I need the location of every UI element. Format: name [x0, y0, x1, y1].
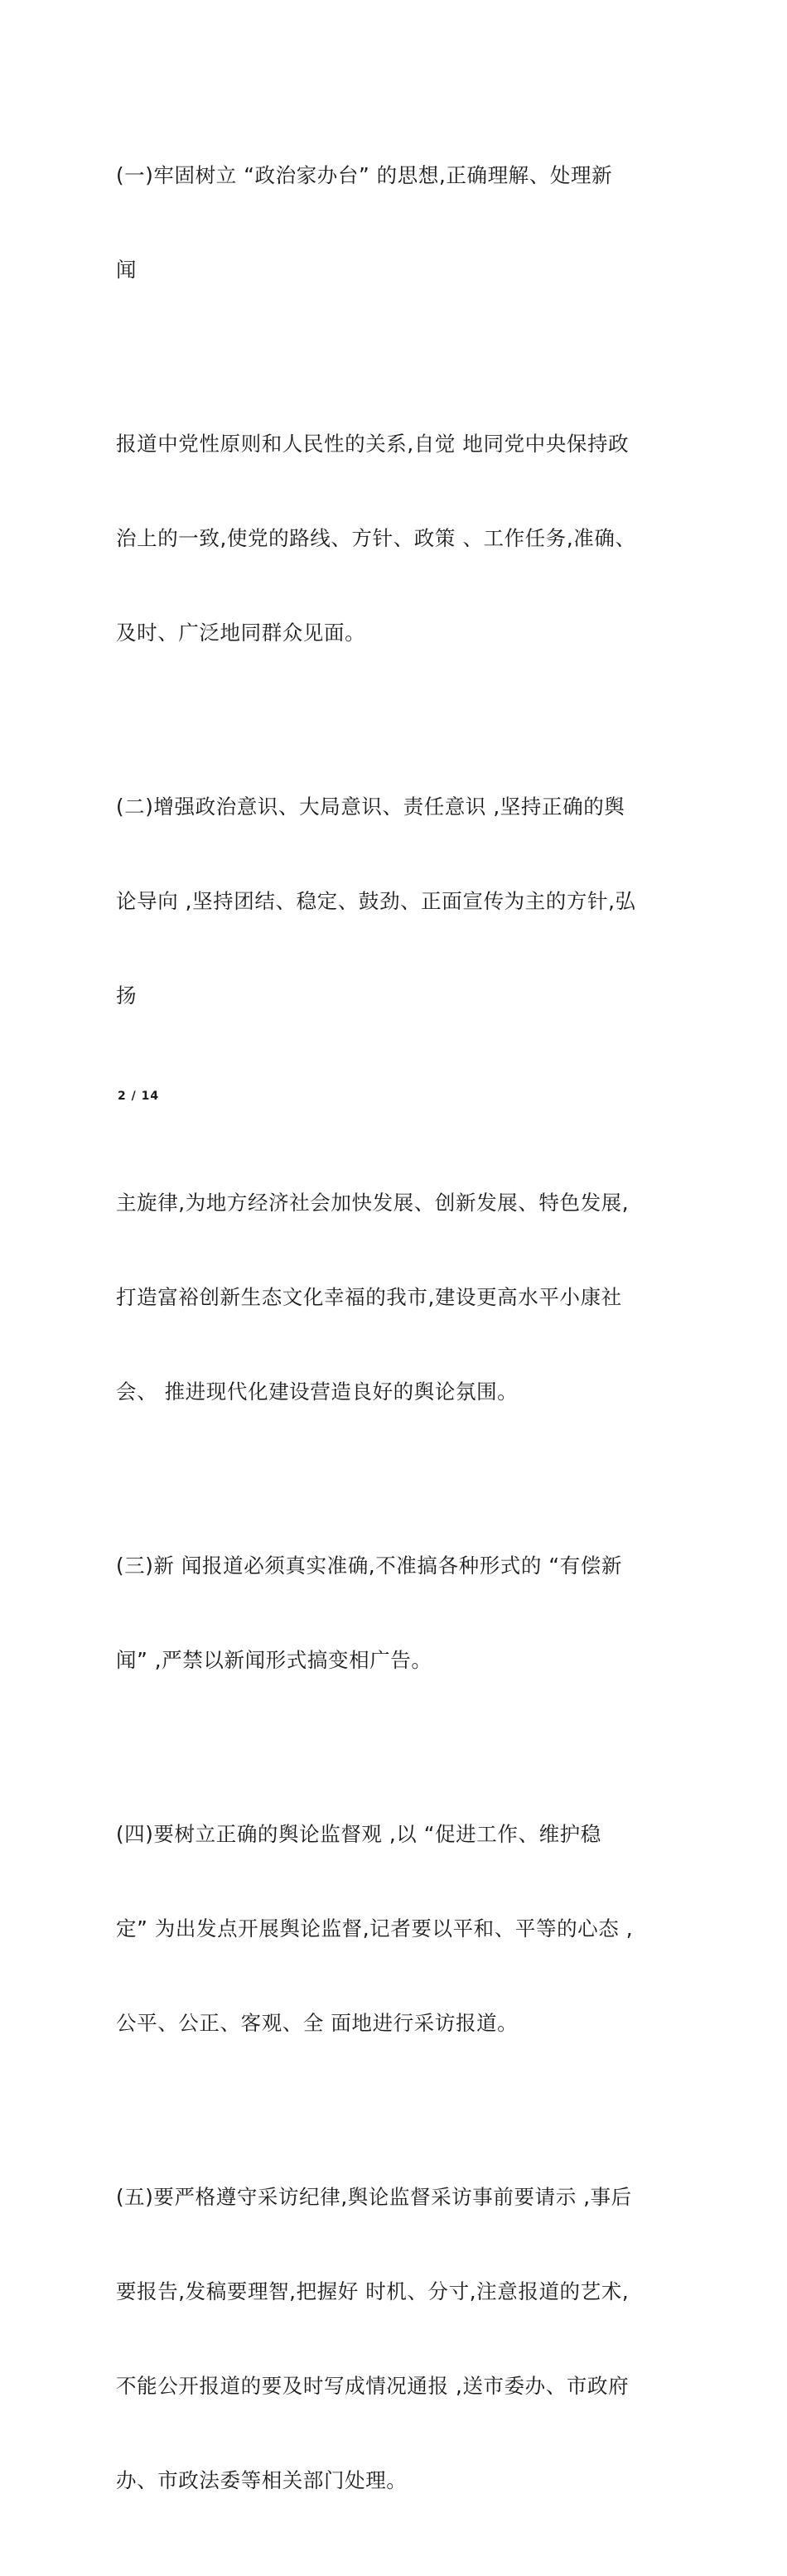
text-line: 扬: [116, 984, 138, 1008]
paragraph-1: [116, 97, 688, 349]
paragraph-5: [116, 1487, 688, 1739]
text-line: 定” 为出发点开展舆论监督,记者要以平和、平等的心态 ,: [116, 1916, 634, 1940]
text-line: 及时、广泛地同群众见面。: [116, 621, 366, 645]
text-line: 论导向 ,坚持团结、稳定、鼓劲、正面宣传为主的方针,弘: [116, 889, 636, 913]
text-line: 打造富裕创新生态文化幸福的我市,建设更高水平小康社: [116, 1285, 622, 1309]
text-line: (四)要树立正确的舆论监督观 ,以 “促进工作、维护稳: [116, 1822, 601, 1846]
text-line: 闻” ,严禁以新闻形式搞变相广告。: [116, 1648, 432, 1672]
text-line: (二)增强政治意识、大局意识、责任意识 ,坚持正确的舆: [116, 795, 625, 819]
page-number: 2 / 14: [118, 1090, 160, 1103]
document-page: [116, 97, 688, 2576]
text-line: 要报告,发稿要理智,把握好 时机、分寸,注意报道的艺术,: [116, 2279, 630, 2303]
paragraph-4: [116, 1124, 688, 1471]
paragraph-2: [116, 365, 688, 712]
text-line: 公平、公正、客观、全 面地进行采访报道。: [116, 2011, 519, 2035]
paragraph-6: [116, 1756, 688, 2102]
text-line: 闻: [116, 258, 138, 282]
text-line: 治上的一致,使党的路线、方针、政策 、工作任务,准确、: [116, 526, 636, 550]
text-line: (五)要严格遵守采访纪律,舆论监督采访事前要请示 ,事后: [116, 2185, 632, 2209]
text-line: 报道中党性原则和人民性的关系,自觉 地同党中央保持政: [116, 432, 630, 456]
text-line: (一)牢固树立 “政治家办台” 的思想,正确理解、处理新: [116, 163, 613, 187]
paragraph-7: [116, 2119, 688, 2559]
paragraph-3: [116, 728, 688, 1075]
text-line: 不能公开报道的要及时写成情况通报 ,送市委办、市政府: [116, 2374, 630, 2398]
text-line: (三)新 闻报道必须真实准确,不准搞各种形式的 “有偿新: [116, 1554, 622, 1578]
text-line: 主旋律,为地方经济社会加快发展、创新发展、特色发展,: [116, 1191, 630, 1215]
text-line: 会、 推进现代化建设营造良好的舆论氛围。: [116, 1380, 519, 1404]
text-line: 办、市政法委等相关部门处理。: [116, 2468, 408, 2492]
